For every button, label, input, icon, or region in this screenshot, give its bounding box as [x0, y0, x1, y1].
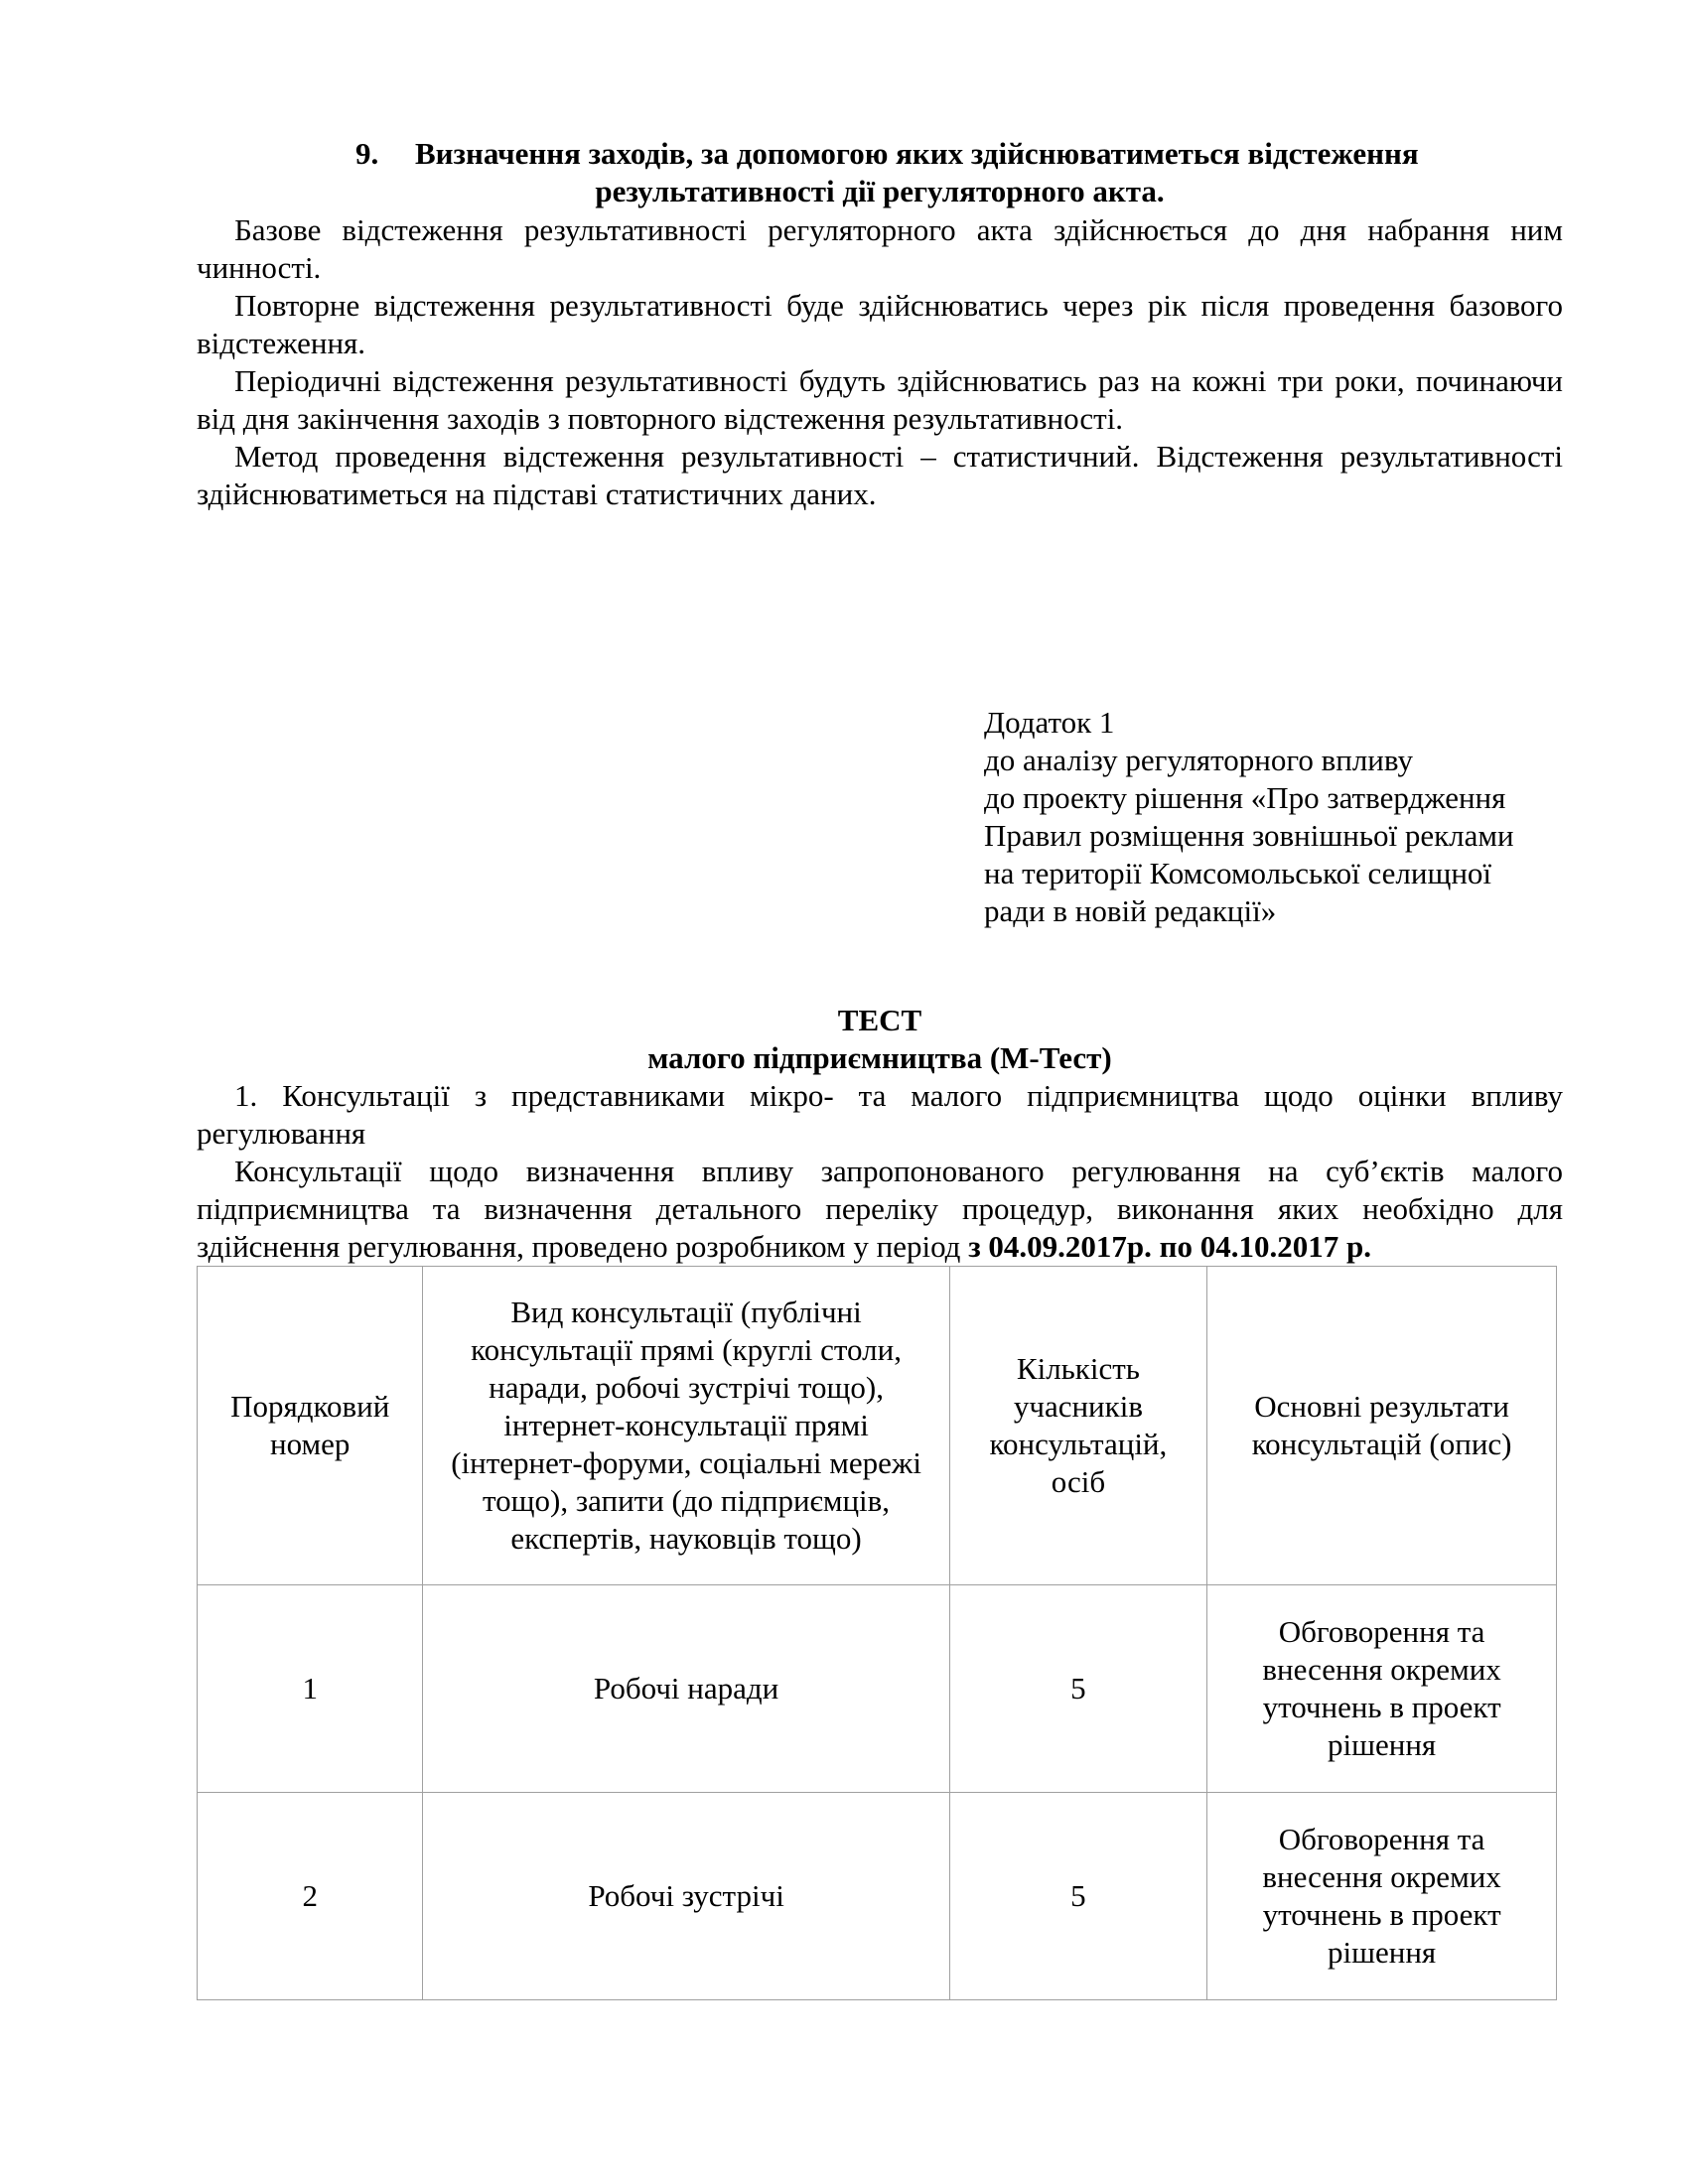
section-title-line1: Визначення заходів, за допомогою яких здійснюватиметься відстеження [415, 136, 1419, 171]
table-header-row [198, 1267, 1557, 1585]
section-9-heading [197, 135, 1563, 210]
cell-type: Робочі зустрічі [423, 1793, 949, 2000]
consultation-period: з 04.09.2017р. по 04.10.2017 р. [968, 1229, 1372, 1264]
cell-participants: 5 [949, 1585, 1207, 1793]
consultation-text: Консультації щодо визначення впливу запропонованого регулювання на суб’єктів малого підприємництва та визначення детального переліку процедур, виконання яких необхідно для здійснення регулювання, проведено розробником у період [197, 1154, 1563, 1264]
paragraph-method: Метод проведення відстеження результативності – статистичний. Відстеження результативності здійснюватиметься на підставі статистичних даних. [197, 439, 1563, 511]
consultations-table [197, 1266, 1557, 2000]
annex-line: на території Комсомольської селищної [984, 856, 1492, 890]
cell-number: 2 [198, 1793, 423, 2000]
annex-line: ради в новій редакції» [984, 893, 1277, 928]
paragraph-base-tracking: Базове відстеження результативності регуляторного акта здійснюється до дня набрання ним чинності. [197, 212, 1563, 285]
table-row [198, 1793, 1557, 2000]
test-intro [197, 1077, 1563, 1266]
section-number: 9. [355, 136, 379, 171]
section-title-line2: результативності дії регуляторного акта. [595, 174, 1165, 208]
annex-block [984, 704, 1580, 930]
annex-line: Додаток 1 [984, 705, 1115, 740]
table-row [198, 1585, 1557, 1793]
test-title-block [197, 1002, 1563, 1077]
header-cell-number: Порядковий номер [198, 1267, 423, 1585]
cell-results: Обговорення та внесення окремих уточнень в проект рішення [1207, 1585, 1557, 1793]
cell-results: Обговорення та внесення окремих уточнень в проект рішення [1207, 1793, 1557, 2000]
annex-line: до аналізу регуляторного впливу [984, 743, 1413, 777]
header-cell-results: Основні результати консультацій (опис) [1207, 1267, 1557, 1585]
paragraph-repeat-tracking: Повторне відстеження результативності буде здійснюватись через рік після проведення базового відстеження. [197, 288, 1563, 360]
annex-line: Правил розміщення зовнішньої реклами [984, 818, 1514, 853]
test-title: ТЕСТ [837, 1003, 922, 1037]
test-point-1: 1. Консультації з представниками мікро- та малого підприємництва щодо оцінки впливу регулювання [197, 1078, 1563, 1151]
section-9-body [197, 211, 1563, 513]
annex-line: до проекту рішення «Про затвердження [984, 780, 1506, 815]
paragraph-periodic-tracking: Періодичні відстеження результативності будуть здійснюватись раз на кожні три роки, починаючи від дня закінчення заходів з повторного відстеження результативності. [197, 363, 1563, 436]
header-cell-type: Вид консультації (публічні консультації прямі (круглі столи, наради, робочі зустрічі тощо), інтернет-консультації прямі (інтернет-форуми, соціальні мережі тощо), запити (до підприємців, експертів, науковців тощо) [423, 1267, 949, 1585]
cell-number: 1 [198, 1585, 423, 1793]
consultation-paragraph [197, 1153, 1563, 1266]
cell-participants: 5 [949, 1793, 1207, 2000]
cell-type: Робочі наради [423, 1585, 949, 1793]
test-subtitle: малого підприємництва (М-Тест) [647, 1040, 1112, 1075]
header-cell-participants: Кількість учасників консультацій, осіб [949, 1267, 1207, 1585]
